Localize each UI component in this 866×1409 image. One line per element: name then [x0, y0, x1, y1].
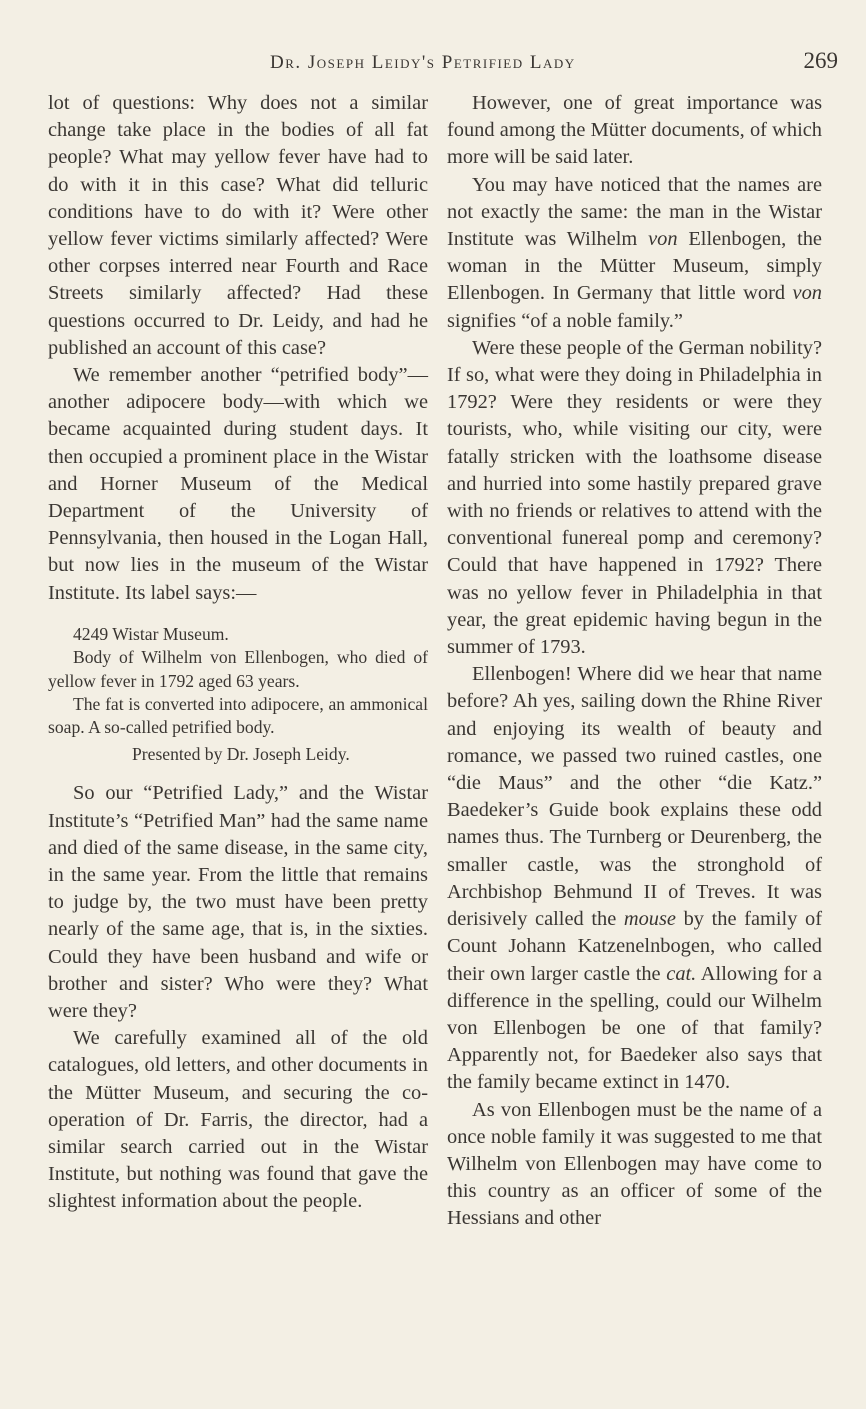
running-header [0, 48, 866, 78]
running-title: Dr. Joseph Leidy's Petrified Lady [270, 52, 576, 73]
paragraph: You may have noticed that the names are not exactly the same: the man in the Wistar Institute was Wilhelm von Ellenbogen, the woman in the Mütter Museum, simply Ellenbogen. In Germany that little word von signifies “of a noble family.” [447, 173, 822, 332]
label-line: Body of Wilhelm von Ellenbogen, who died of yellow fever in 1792 aged 63 years. [48, 647, 428, 691]
paragraph: We remember another “petrified body”—another adipocere body—with which we became acquainted during student days. It then occupied a prominent place in the Wistar and Horner Museum of the Medical Department of the University of Pennsylvania, then housed in the Logan Hall, but now lies in the museum of the Wistar Institute. Its label says:— [48, 364, 428, 604]
paragraph: lot of questions: Why does not a similar change take place in the bodies of all fat people? What may yellow fever have had to do with it in this case? What did telluric conditions have to do with it? Were other yellow fever victims similarly affected? Were other corpses interred near Fourth and Race Streets similarly affected? Had these questions occurred to Dr. Leidy, and had he published an account of this case? [48, 92, 428, 359]
label-signature: Presented by Dr. Joseph Leidy. [132, 743, 350, 764]
paragraph: As von Ellenbogen must be the name of a once noble family it was suggested to me that Wilhelm von Ellenbogen may have come to this country as an officer of some of the Hessians and other [447, 1098, 822, 1230]
paragraph: Were these people of the German nobility? If so, what were they doing in Philadelphia in 1792? Were they residents or were they tourists, who, while visiting our city, were fatally stricken with the loathsome disease and hurried into some hastily prepared grave with no friends or relatives to attend with the conventional funereal pomp and ceremony? Could that have happened in 1792? There was no yellow fever in Philadelphia in that year, the great epidemic having begun in the summer of 1793. [447, 336, 822, 659]
paragraph: However, one of great importance was found among the Mütter documents, of which more will be said later. [447, 92, 822, 169]
paragraph: So our “Petrified Lady,” and the Wistar Institute’s “Petrified Man” had the same name and died of the same disease, in the same city, in the same year. From the little that remains to judge by, the two must have been pretty nearly of the same age, that is, in the sixties. Could they have been husband and wife or brother and sister? Who were they? What were they? [48, 782, 428, 1022]
museum-label-quote [48, 623, 428, 766]
left-column [48, 90, 428, 1216]
paragraph: We carefully examined all of the old catalogues, old letters, and other documents in the Mütter Museum, and securing the co-operation of Dr. Farris, the director, had a similar search carried out in the Wistar Institute, but nothing was found that gave the slightest information about the people. [48, 1027, 428, 1213]
right-column [447, 90, 822, 1233]
paragraph: Ellenbogen! Where did we hear that name before? Ah yes, sailing down the Rhine River and enjoying its wealth of beauty and romance, we passed two ruined castles, one “die Maus” and the other “die Katz.” Baedeker’s Guide book explains these odd names thus. The Turnberg or Deurenberg, the smaller castle, was the stronghold of Archbishop Behmund II of Treves. It was derisively called the mouse by the family of Count Johann Katzenelnbogen, who called their own larger castle the cat. Allowing for a difference in the spelling, could our Wilhelm von Ellenbogen be one of that family? Apparently not, for Baedeker also says that the family became extinct in 1470. [447, 663, 822, 1094]
label-line: 4249 Wistar Museum. [73, 623, 229, 644]
label-line: The fat is converted into adipocere, an ammonical soap. A so-called petrified body. [48, 694, 428, 738]
page-number: 269 [803, 48, 838, 73]
